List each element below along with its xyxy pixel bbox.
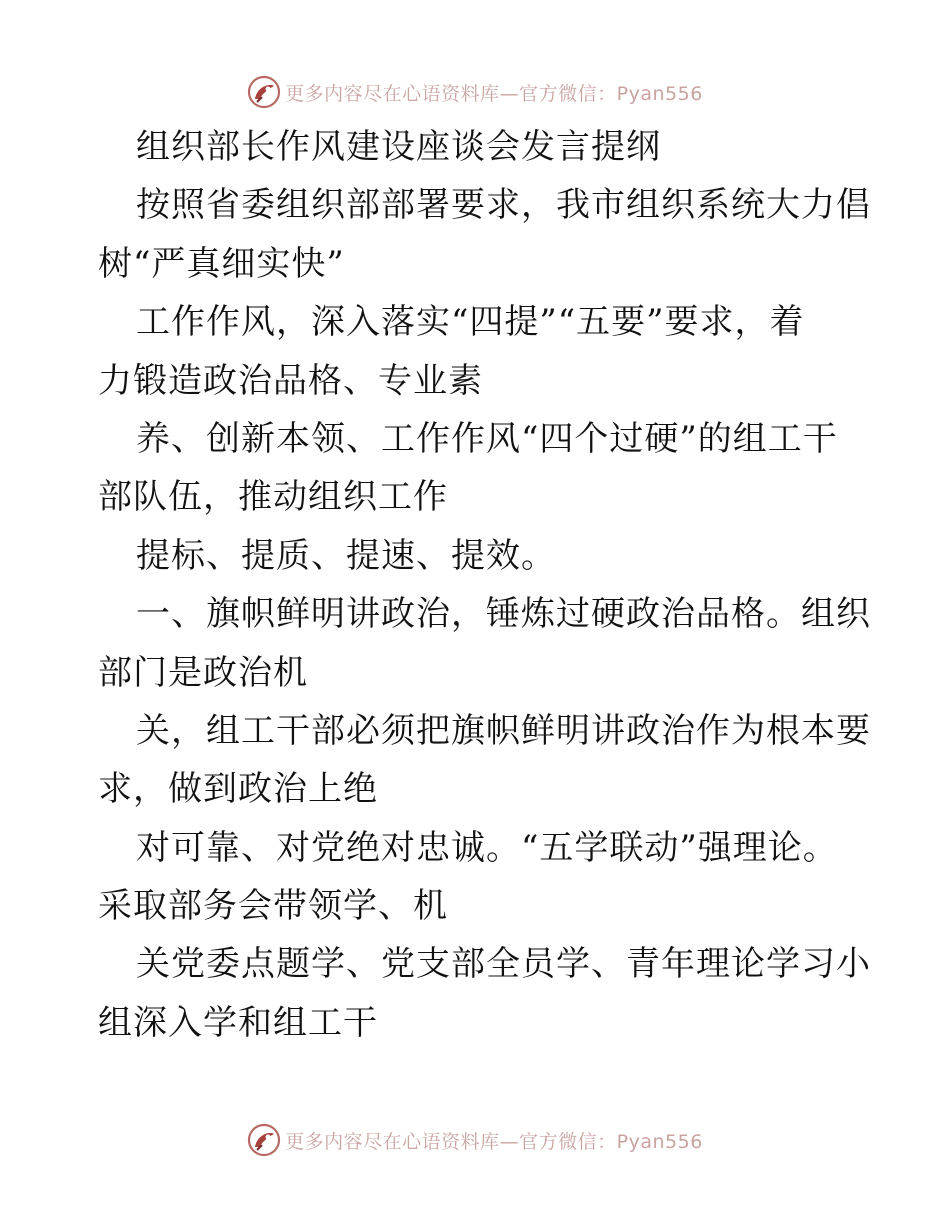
text-line: 关，组工干部必须把旗帜鲜明讲政治作为根本要 (136, 710, 871, 751)
text-line: 组织部长作风建设座谈会发言提纲 (136, 127, 661, 167)
document-body (98, 118, 871, 1052)
text-line: 一、旗帜鲜明讲政治，锤炼过硬政治品格。组织 (136, 594, 871, 635)
text-line: 部门是政治机 (98, 652, 308, 693)
bell-logo-icon (247, 75, 281, 109)
bell-logo-icon (247, 1123, 281, 1157)
text-line: 关党委点题学、党支部全员学、青年理论学习小 (136, 944, 871, 985)
text-line: 部队伍，推动组织工作 (98, 477, 448, 518)
text-line: 工作作风，深入落实“四提”“五要”要求，着 (136, 302, 805, 343)
text-line: 组深入学和组工干 (98, 1002, 378, 1043)
text-line: 按照省委组织部部署要求，我市组织系统大力倡 (136, 185, 871, 226)
watermark-text: 更多内容尽在心语资料库—官方微信：Pyan556 (285, 1130, 703, 1153)
text-line: 对可靠、对党绝对忠诚。“五学联动”强理论。 (136, 827, 838, 868)
text-line: 采取部务会带领学、机 (98, 886, 448, 927)
footer-watermark (0, 1120, 950, 1160)
header-watermark (0, 72, 950, 112)
text-line: 求，做到政治上绝 (98, 769, 378, 810)
text-line: 力锻造政治品格、专业素 (98, 360, 483, 401)
text-line: 养、创新本领、工作作风“四个过硬”的组工干 (136, 418, 838, 459)
text-line: 提标、提质、提速、提效。 (136, 535, 556, 576)
watermark-text: 更多内容尽在心语资料库—官方微信：Pyan556 (285, 82, 703, 105)
text-line: 树“严真细实快” (98, 243, 345, 284)
